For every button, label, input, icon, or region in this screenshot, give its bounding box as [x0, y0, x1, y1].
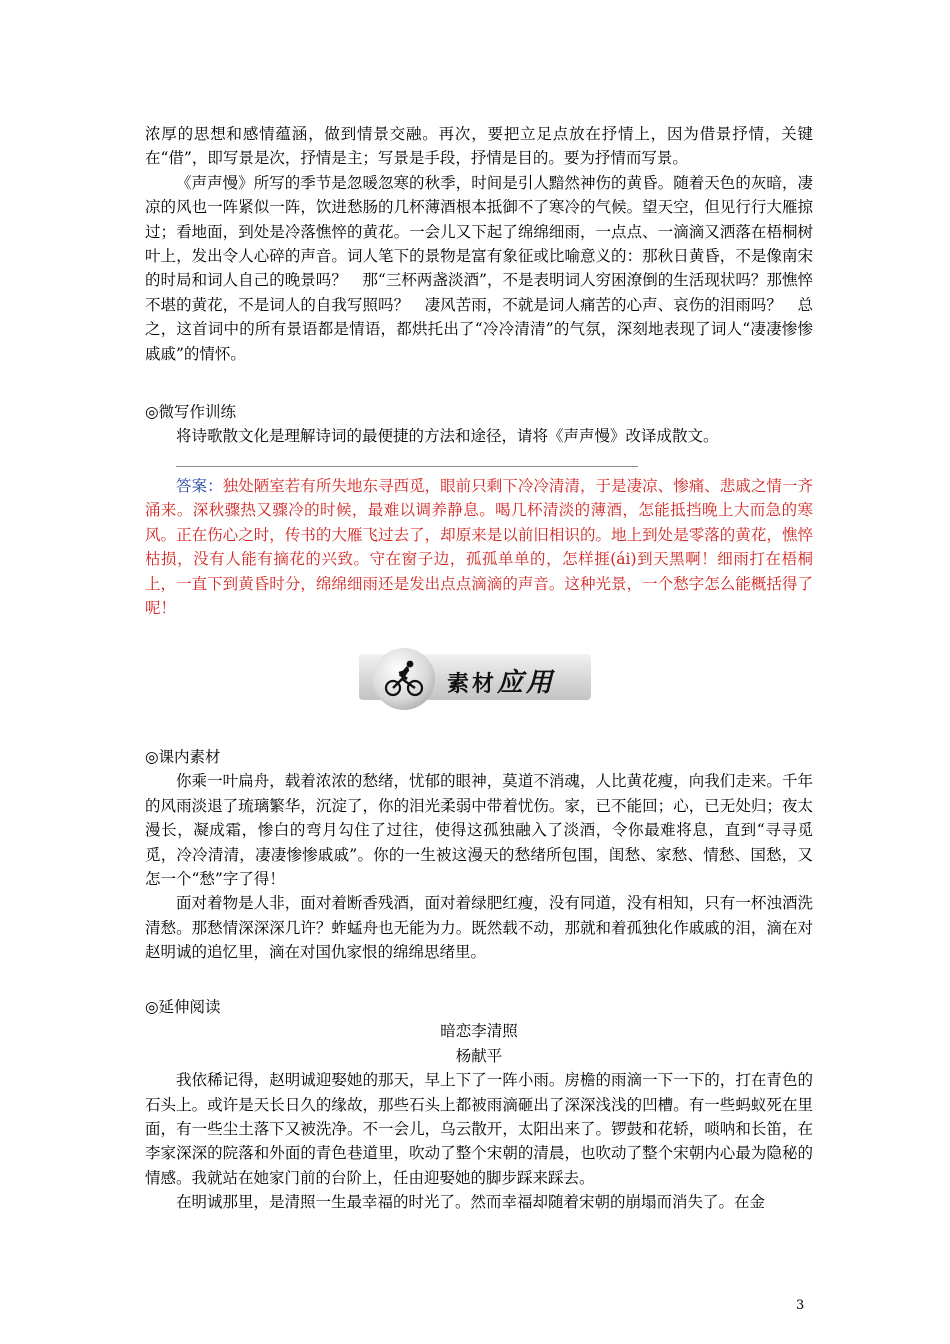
answer-divider	[176, 466, 638, 467]
micro-writing-prompt: 将诗歌散文化是理解诗词的最便捷的方法和途径，请将《声声慢》改译成散文。	[176, 427, 719, 446]
answer-block	[145, 474, 813, 620]
article-paragraph: 在明诚那里，是清照一生最幸福的时光了。然而幸福却随着宋朝的崩塌而消失了。在金	[176, 1193, 766, 1212]
extended-reading-heading: ◎延伸阅读	[145, 998, 221, 1016]
banner-title	[447, 662, 555, 699]
answer-label: 答案：	[176, 477, 223, 495]
article-paragraph: 我依稀记得，赵明诚迎娶她的那天，早上下了一阵小雨。房檐的雨滴一下一下的，打在青色的石头上。或许是天长日久的缘故，那些石头上都被雨滴砸出了深深浅浅的凹槽。有一些蚂蚁死在里面，有一些尘土落下又被洗净。不一会儿，乌云散开，太阳出来了。锣鼓和花轿，唢呐和长笛，在李家深深的院落和外面的青色巷道里，吹动了整个宋朝的清晨，也吹动了整个宋朝内心最为隐秘的情感。我就站在她家门前的台阶上，任由迎娶她的脚步踩来踩去。	[145, 1071, 813, 1187]
in-class-paragraph: 你乘一叶扁舟，载着浓浓的愁绪，忧郁的眼神，莫道不消魂，人比黄花瘦，向我们走来。千年的风雨淡退了琉璃繁华，沉淀了，你的泪光柔弱中带着忧伤。家，已不能回；心，已无处归；夜太漫长，凝成霜，惨白的弯月勾住了过往，使得这孤独融入了淡酒，令你最难将息，直到“寻寻觅觅，冷冷清清，凄凄惨惨戚戚”。你的一生被这漫天的愁绪所包围，闺愁、家愁、情愁、国愁，又怎一个“愁”字了得！	[145, 772, 813, 889]
micro-writing-section	[145, 400, 813, 449]
section-banner	[359, 648, 591, 708]
micro-writing-heading: ◎微写作训练	[145, 403, 237, 421]
opening-section	[145, 122, 813, 366]
article-author: 杨献平	[455, 1046, 503, 1065]
banner-title-small: 素材	[447, 672, 498, 697]
in-class-material-section	[145, 745, 813, 965]
in-class-paragraph: 面对着物是人非，面对着断香残酒，面对着绿肥红瘦，没有同道，没有相知，只有一杯浊酒洗清愁。那愁情深深深几许？蚱蜢舟也无能为力。既然载不动，那就和着孤独化作戚戚的泪，滴在对赵明诚的追忆里，滴在对国仇家恨的绵绵思绪里。	[145, 894, 813, 962]
analysis-paragraph: 《声声慢》所写的季节是忽暖忽寒的秋季，时间是引人黯然神伤的黄昏。随着天色的灰暗，凄凉的风也一阵紧似一阵，饮进愁肠的几杯薄酒根本抵御不了寒冷的气候。望天空，但见行行大雁掠过；看地面，到处是冷落憔悴的黄花。一会儿又下起了绵绵细雨，一点点、一滴滴又洒落在梧桐树叶上，发出令人心碎的声音。词人笔下的景物是富有象征或比喻意义的：那秋日黄昏，不是像南宋的时局和词人自己的晚景吗？ 那“三杯两盏淡酒”，不是表明词人穷困潦倒的生活现状吗？那憔悴不堪的黄花，不是词人的自我写照吗？ 凄风苦雨，不就是词人痛苦的心声、哀伤的泪雨吗？ 总之，这首词中的所有景语都是情语，都烘托出了“冷冷清清”的气氛，深刻地表现了词人“凄凄惨惨戚戚”的情怀。	[145, 173, 813, 363]
cyclist-emblem	[373, 648, 435, 710]
answer-text: 独处陋室若有所失地东寻西觅，眼前只剩下冷冷清清，于是凄凉、惨痛、悲戚之情一齐涌来。深秋骤热又骤冷的时候，最难以调养静息。喝几杯清淡的薄酒，怎能抵挡晚上大而急的寒风。正在伤心之时，传书的大雁飞过去了，却原来是以前旧相识的。地上到处是零落的黄花，憔悴枯损，没有人能有摘花的兴致。守在窗子边，孤孤单单的，怎样捱(ái)到天黑啊！细雨打在梧桐上，一直下到黄昏时分，绵绵细雨还是发出点点滴滴的声音。这种光景，一个愁字怎么能概括得了呢！	[145, 477, 813, 618]
banner-title-big: 应用	[497, 668, 556, 698]
intro-paragraph: 浓厚的思想和感情蕴涵，做到情景交融。再次，要把立足点放在抒情上，因为借景抒情，关键在“借”，即写景是次，抒情是主；写景是手段，抒情是目的。要为抒情而写景。	[145, 125, 813, 168]
in-class-heading: ◎课内素材	[145, 748, 221, 766]
extended-reading-section	[145, 995, 813, 1215]
cyclist-icon	[373, 648, 435, 710]
page-number: 3	[796, 1298, 805, 1313]
article-title: 暗恋李清照	[440, 1022, 518, 1041]
